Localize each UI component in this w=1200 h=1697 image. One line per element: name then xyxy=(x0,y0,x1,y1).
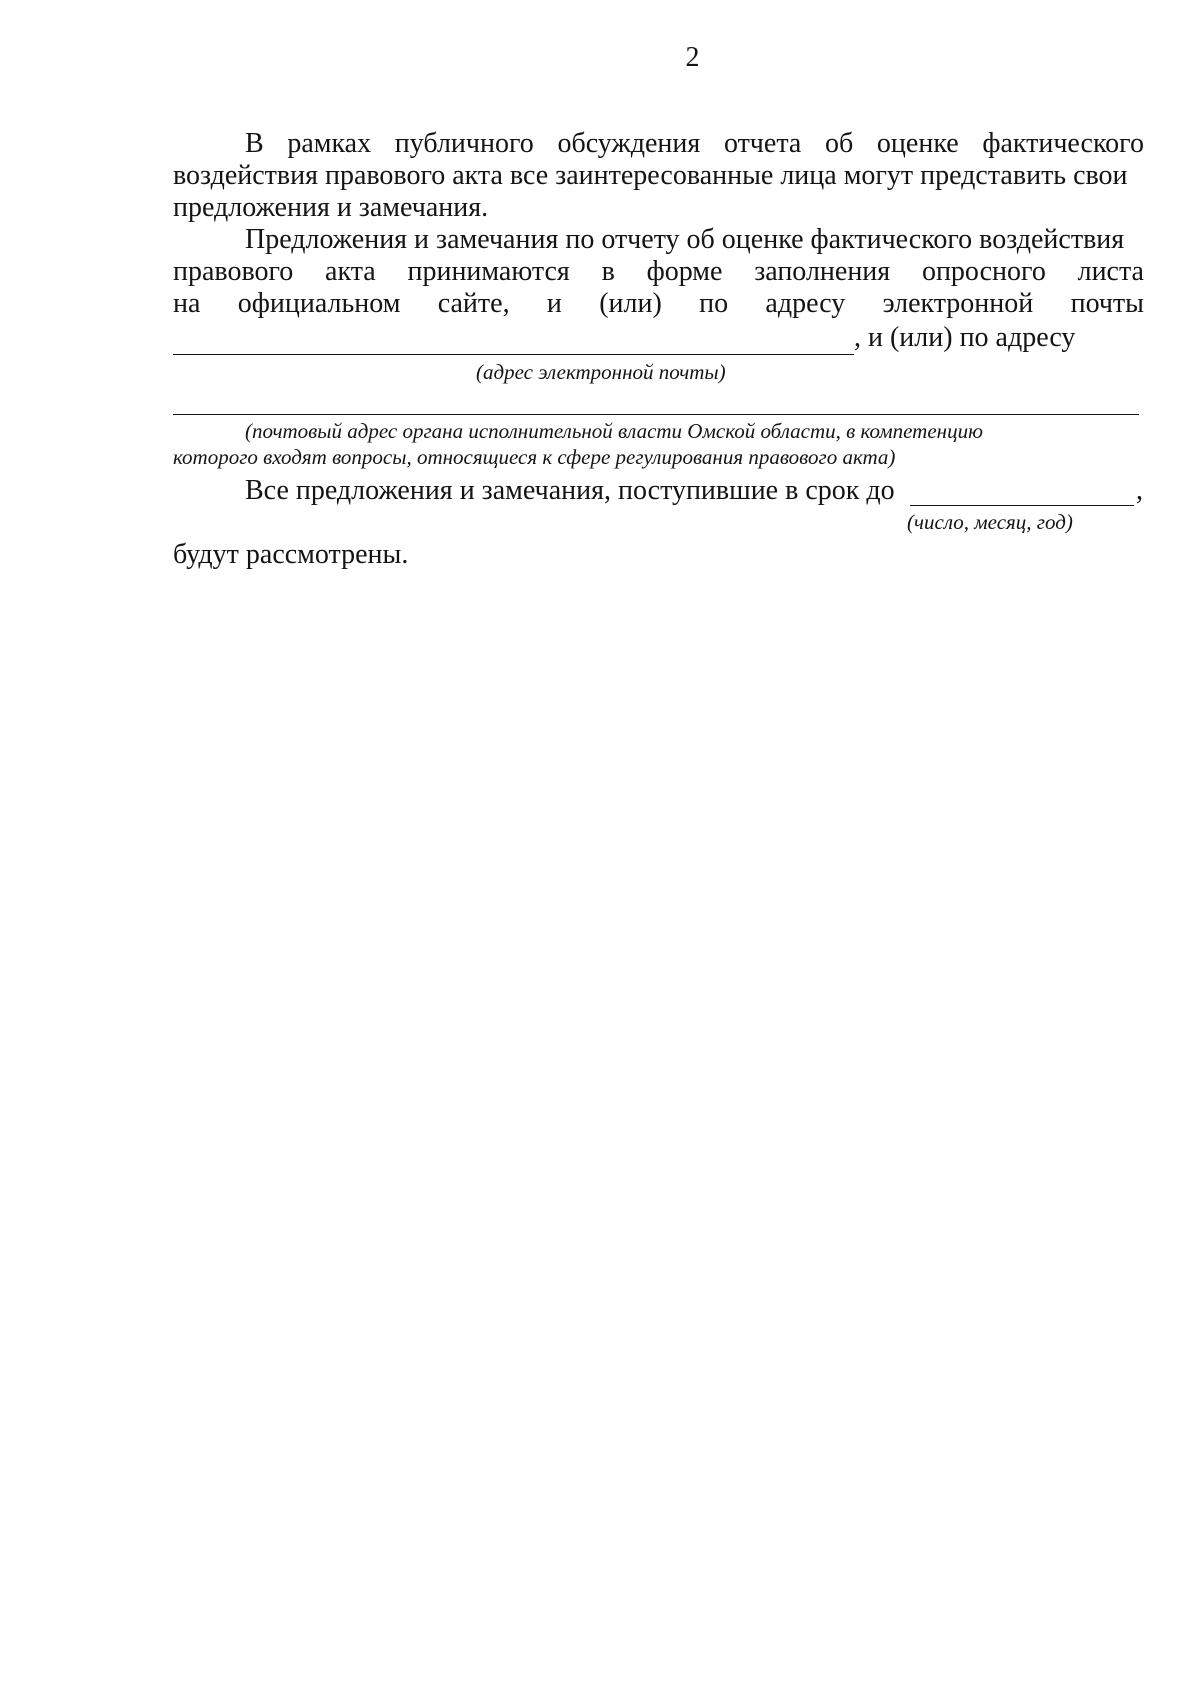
word: заполнения xyxy=(754,256,891,287)
word: сайте, xyxy=(437,288,510,319)
word: В xyxy=(245,128,264,159)
word: публичного xyxy=(394,128,534,159)
paragraph-2-line-3 xyxy=(173,288,1144,320)
date-blank-line xyxy=(910,505,1134,506)
word: в xyxy=(601,256,615,287)
word: акта xyxy=(325,256,376,287)
word: принимаются xyxy=(407,256,570,287)
word: адресу xyxy=(765,288,846,319)
word: рамках xyxy=(287,128,372,159)
word: по xyxy=(699,288,729,319)
word: фактического xyxy=(982,128,1144,159)
postal-address-caption-line-2: которого входят вопросы, относящиеся к сфере регулирования правового акта) xyxy=(173,445,896,469)
paragraph-1-line-1 xyxy=(245,128,1144,160)
word: листа xyxy=(1077,256,1144,287)
paragraph-3-line-1-suffix: , xyxy=(1136,475,1143,506)
email-address-blank-line xyxy=(173,354,854,355)
word: обсуждения xyxy=(557,128,701,159)
paragraph-1-line-3: предложения и замечания. xyxy=(173,192,489,223)
word: почты xyxy=(1070,288,1144,319)
word: об xyxy=(825,128,854,159)
paragraph-2-line-2 xyxy=(173,256,1144,288)
word: оценке xyxy=(876,128,959,159)
page-number: 2 xyxy=(685,42,700,73)
word: правового xyxy=(173,256,294,287)
paragraph-3-line-1: Все предложения и замечания, поступившие в срок до xyxy=(245,475,895,506)
word: на xyxy=(173,288,201,319)
word: электронной xyxy=(882,288,1034,319)
paragraph-2-line-4-suffix: , и (или) по адресу xyxy=(854,322,1076,353)
date-caption: (число, месяц, год) xyxy=(907,510,1073,534)
postal-address-blank-line xyxy=(173,414,1139,415)
word: и xyxy=(546,288,562,319)
paragraph-3-line-2: будут рассмотрены. xyxy=(173,539,409,570)
word: (или) xyxy=(599,288,662,319)
word: опросного xyxy=(921,256,1046,287)
word: форме xyxy=(646,256,723,287)
word: официальном xyxy=(237,288,401,319)
paragraph-2-line-1: Предложения и замечания по отчету об оценке фактического воздействия xyxy=(245,224,1125,255)
postal-address-caption-line-1: (почтовый адрес органа исполнительной власти Омской области, в компетенцию xyxy=(245,419,983,443)
email-address-caption: (адрес электронной почты) xyxy=(476,360,726,384)
paragraph-1-line-2: воздействия правового акта все заинтересованные лица могут представить свои xyxy=(173,160,1128,191)
word: отчета xyxy=(723,128,802,159)
